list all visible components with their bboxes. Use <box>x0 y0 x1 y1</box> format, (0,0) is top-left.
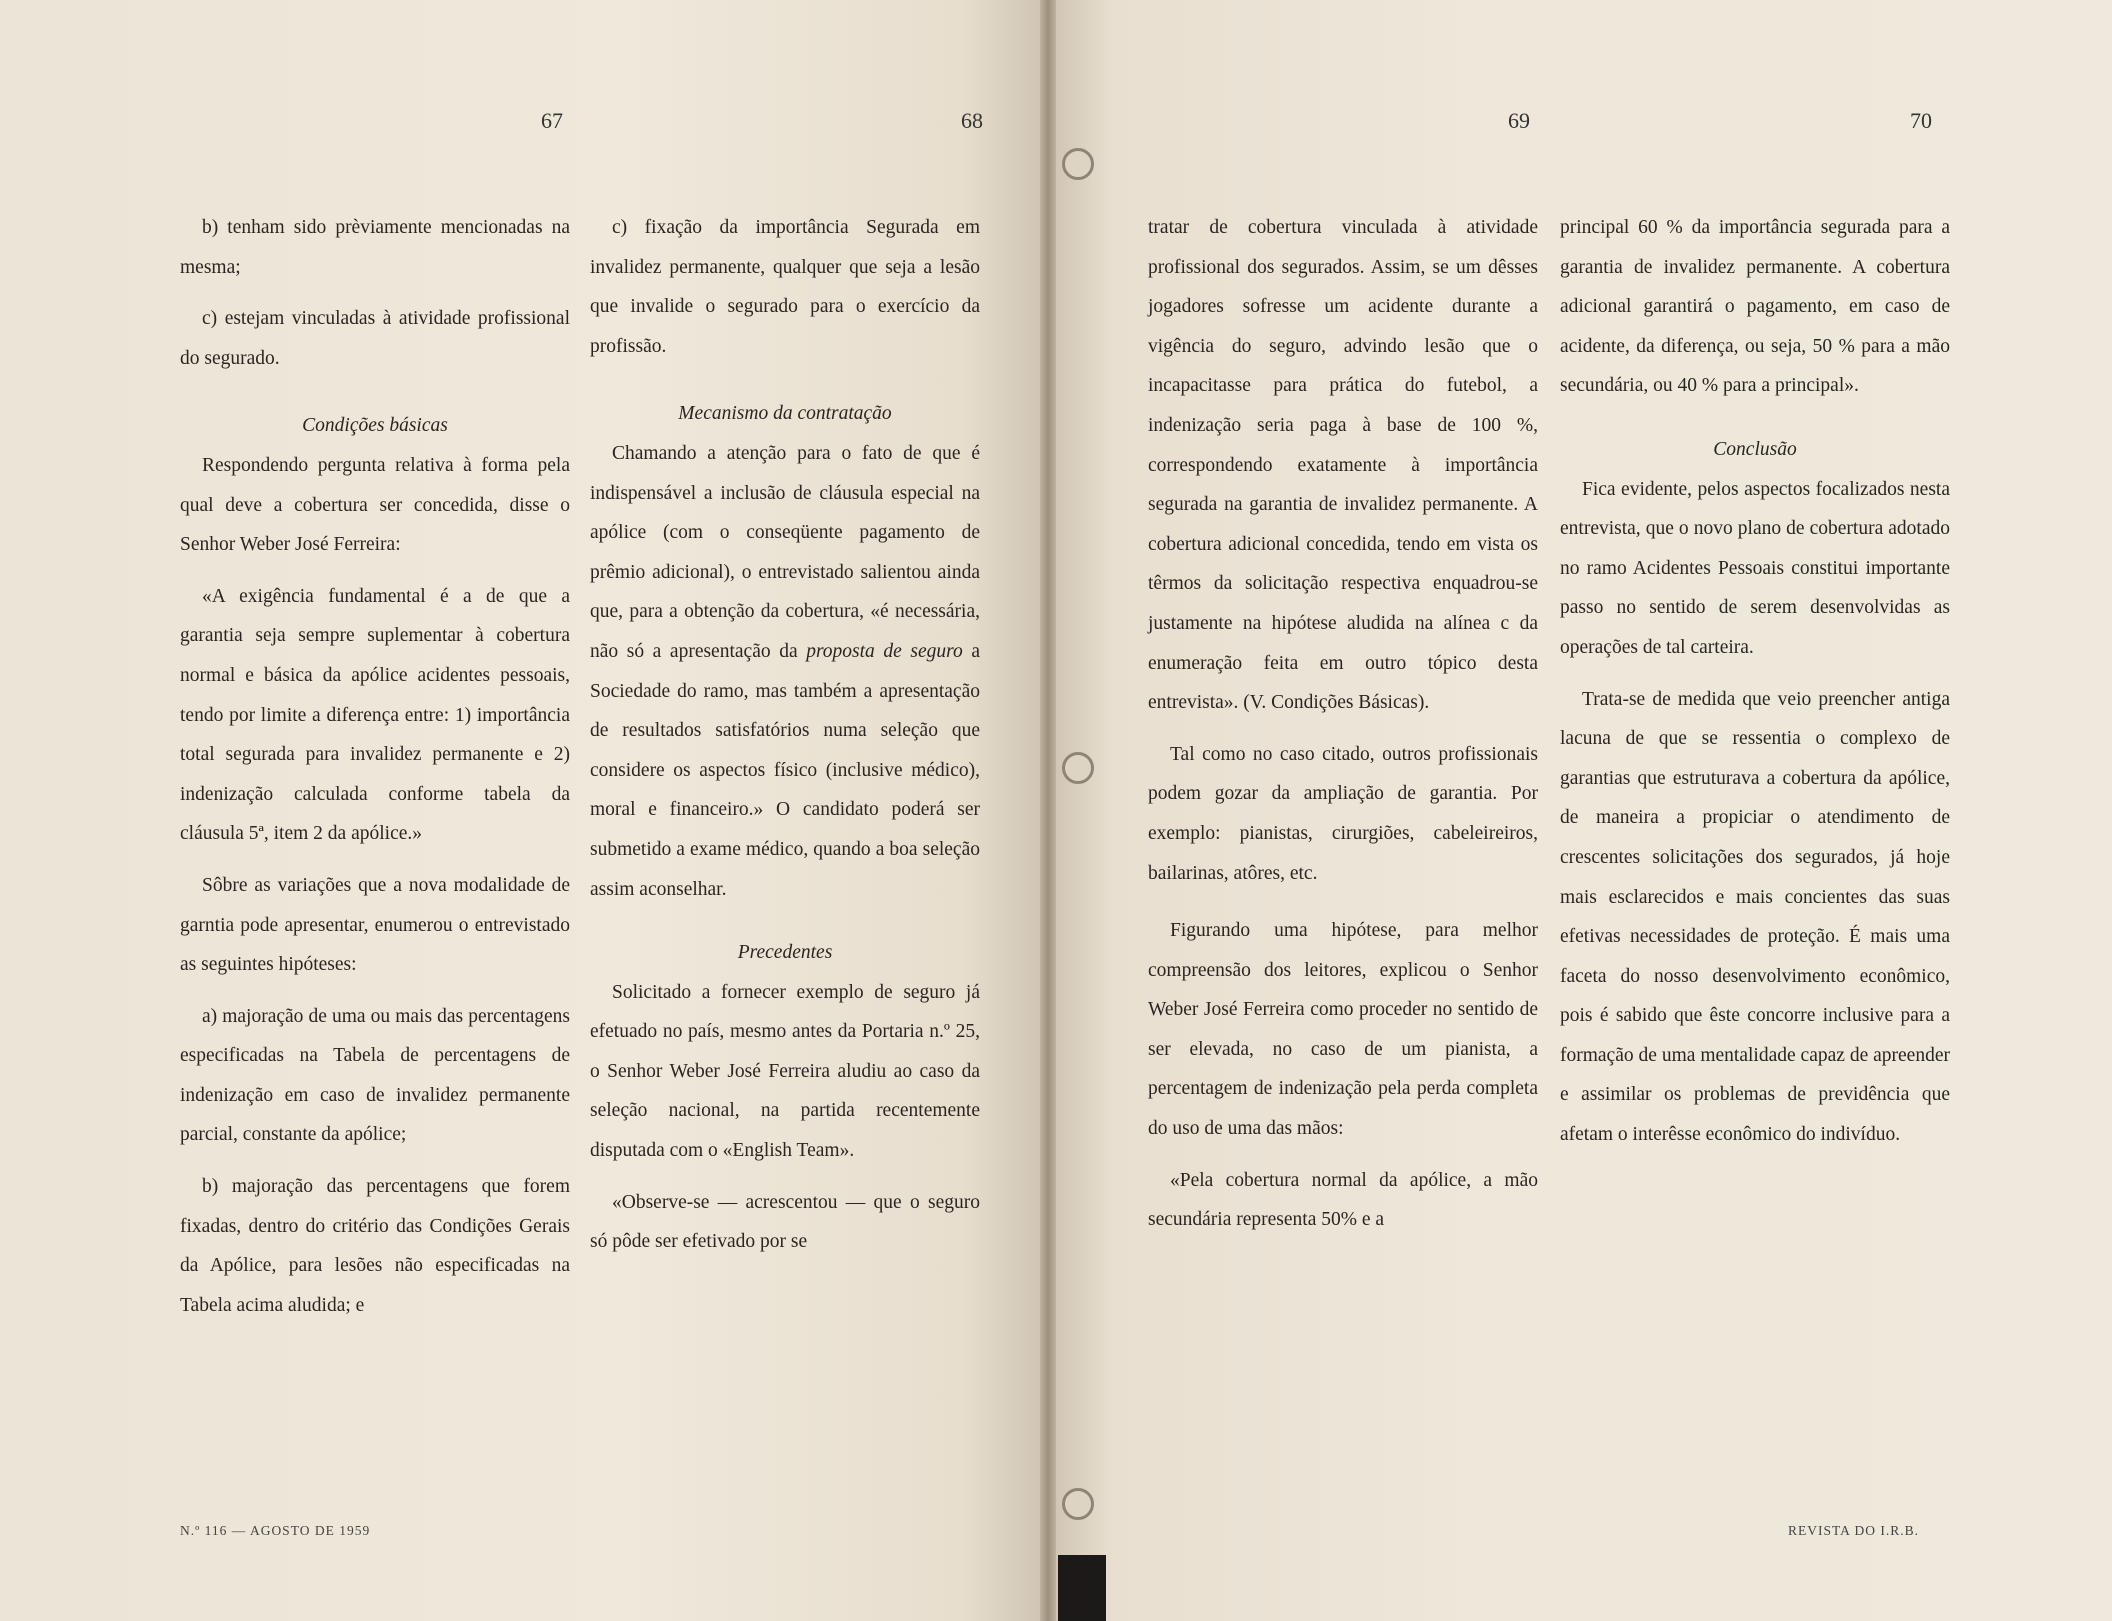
paragraph: «Pela cobertura normal da apólice, a mão secundária representa 50% e a <box>1148 1169 1538 1231</box>
paragraph: Respondendo pergunta relativa à forma pela qual deve a cobertura ser concedida, disse o Senhor Weber José Ferreira: <box>180 454 570 556</box>
binding-gutter <box>1040 0 1056 1621</box>
column-page-70 <box>1560 208 1950 1155</box>
paragraph: c) estejam vinculadas à atividade profissional do segurado. <box>180 308 570 369</box>
paragraph: Sôbre as variações que a nova modalidade de garntia pode apresentar, enumerou o entrevistado as seguintes hipóteses: <box>180 874 570 976</box>
page-number-68: 68 <box>961 108 983 133</box>
paragraph: «Observe-se — acrescentou — que o seguro só pôde ser efetivado por se <box>590 1191 980 1253</box>
staple-bottom <box>1062 1488 1094 1520</box>
page-number-70: 70 <box>1910 108 1932 133</box>
staple-middle <box>1062 752 1094 784</box>
section-heading-conclusao: Conclusão <box>1713 438 1797 460</box>
spine-shadow <box>1058 1555 1106 1621</box>
paragraph: b) tenham sido prèviamente mencionadas na mesma; <box>180 217 570 278</box>
paragraph <box>590 434 980 909</box>
paragraph: Fica evidente, pelos aspectos focalizados nesta entrevista, que o novo plano de cobertura adotado no ramo Acidentes Pessoais constitui importante passo no sentido de serem desenvolvidas as operações de tal carteira. <box>1560 478 1950 658</box>
text-run: a Sociedade do ramo, mas também a apresentação de resultados satisfatórios numa seleção que considere os aspectos físico (inclusive médico), moral e financeiro.» O candidato poderá ser submetido a exame médico, quando a boa seleção assim aconselhar. <box>590 640 981 900</box>
text-run-italic: proposta de seguro <box>806 640 963 662</box>
paragraph: Solicitado a fornecer exemplo de seguro já efetuado no país, mesmo antes da Portaria n.º 25, o Senhor Weber José Ferreira aludiu ao caso da seleção nacional, na partida recentemente disputada com o «English Team». <box>590 981 980 1162</box>
paragraph: principal 60 % da importância segurada para a garantia de invalidez permanente. A cobertura adicional garantirá o pagamento, em caso de acidente, da diferença, ou seja, 50 % para a mão secundária, ou 40 % para a principal». <box>1560 217 1950 397</box>
paragraph: Tal como no caso citado, outros profissionais podem gozar da ampliação de garantia. Por exemplo: pianistas, cirurgiões, cabeleireiros, bailarinas, atôres, etc. <box>1148 743 1538 884</box>
paragraph: a) majoração de uma ou mais das percentagens especificadas na Tabela de percentagens de indenização em caso de invalidez permanente parcial, constante da apólice; <box>180 1005 570 1146</box>
page-number-69: 69 <box>1508 108 1530 133</box>
paragraph: tratar de cobertura vinculada à atividade profissional dos segurados. Assim, se um dêsses jogadores sofresse um acidente durante a vigência do seguro, advindo lesão que o incapacitasse para prática do futebol, a indenização seria paga à base de 100 %, correspondendo exatamente à importância segurada na garantia de invalidez permanente. A cobertura adicional concedida, tendo em vista os têrmos da solicitação respectiva enquadrou-se justamente na hipótese aludida na alínea c da enumeração feita em outro tópico desta entrevista». (V. Condições Básicas). <box>1148 217 1538 714</box>
section-heading-precedentes: Precedentes <box>737 942 833 964</box>
section-heading-mecanismo: Mecanismo da contratação <box>678 403 892 425</box>
section-heading-condicoes-basicas: Condições básicas <box>302 415 448 437</box>
text-run: Chamando a atenção para o fato de que é indispensável a inclusão de cláusula especial na apólice (com o conseqüente pagamento de prêmio adicional), o entrevistado salientou ainda que, para a obtenção da cobertura, «é necessária, não só a apresentação da <box>590 442 980 662</box>
paragraph: Figurando uma hipótese, para melhor compreensão dos leitores, explicou o Senhor Weber José Ferreira como proceder no sentido de ser elevada, no caso de um pianista, a percentagem de indenização pela perda completa do uso de uma das mãos: <box>1148 920 1538 1140</box>
paragraph: «A exigência fundamental é a de que a garantia seja sempre suplementar à cobertura normal e básica da apólice acidentes pessoais, tendo por limite a diferença entre: 1) importância total segurada para invalidez permanente e 2) indenização calculada conforme tabela da cláusula 5ª, item 2 da apólice.» <box>180 585 570 845</box>
column-page-69 <box>1148 208 1538 1240</box>
footer-journal: REVISTA DO I.R.B. <box>1788 1523 1920 1538</box>
column-page-68 <box>590 208 980 1262</box>
staple-top <box>1062 148 1094 180</box>
paragraph: c) fixação da importância Segurada em invalidez permanente, qualquer que seja a lesão que invalide o segurado para o exercício da profissão. <box>590 217 980 357</box>
paragraph: Trata-se de medida que veio preencher antiga lacuna de que se ressentia o complexo de garantias que estruturava a cobertura da apólice, de maneira a propiciar o atendimento de crescentes solicitações dos segurados, já hoje mais esclarecidos e mais concientes das suas efetivas necessidades de proteção. É mais uma faceta do nosso desenvolvimento econômico, pois é sabido que êste concorre inclusive para a formação de uma mentalidade capaz de apreender e assimilar os problemas de previdência que afetam o interêsse econômico do indivíduo. <box>1560 688 1950 1146</box>
footer-issue: N.º 116 — AGOSTO DE 1959 <box>180 1523 371 1538</box>
page-number-67: 67 <box>541 108 563 133</box>
column-page-67 <box>180 208 570 1325</box>
paragraph: b) majoração das percentagens que forem fixadas, dentro do critério das Condições Gerais da Apólice, para lesões não especificadas na Tabela acima aludida; e <box>180 1176 570 1316</box>
